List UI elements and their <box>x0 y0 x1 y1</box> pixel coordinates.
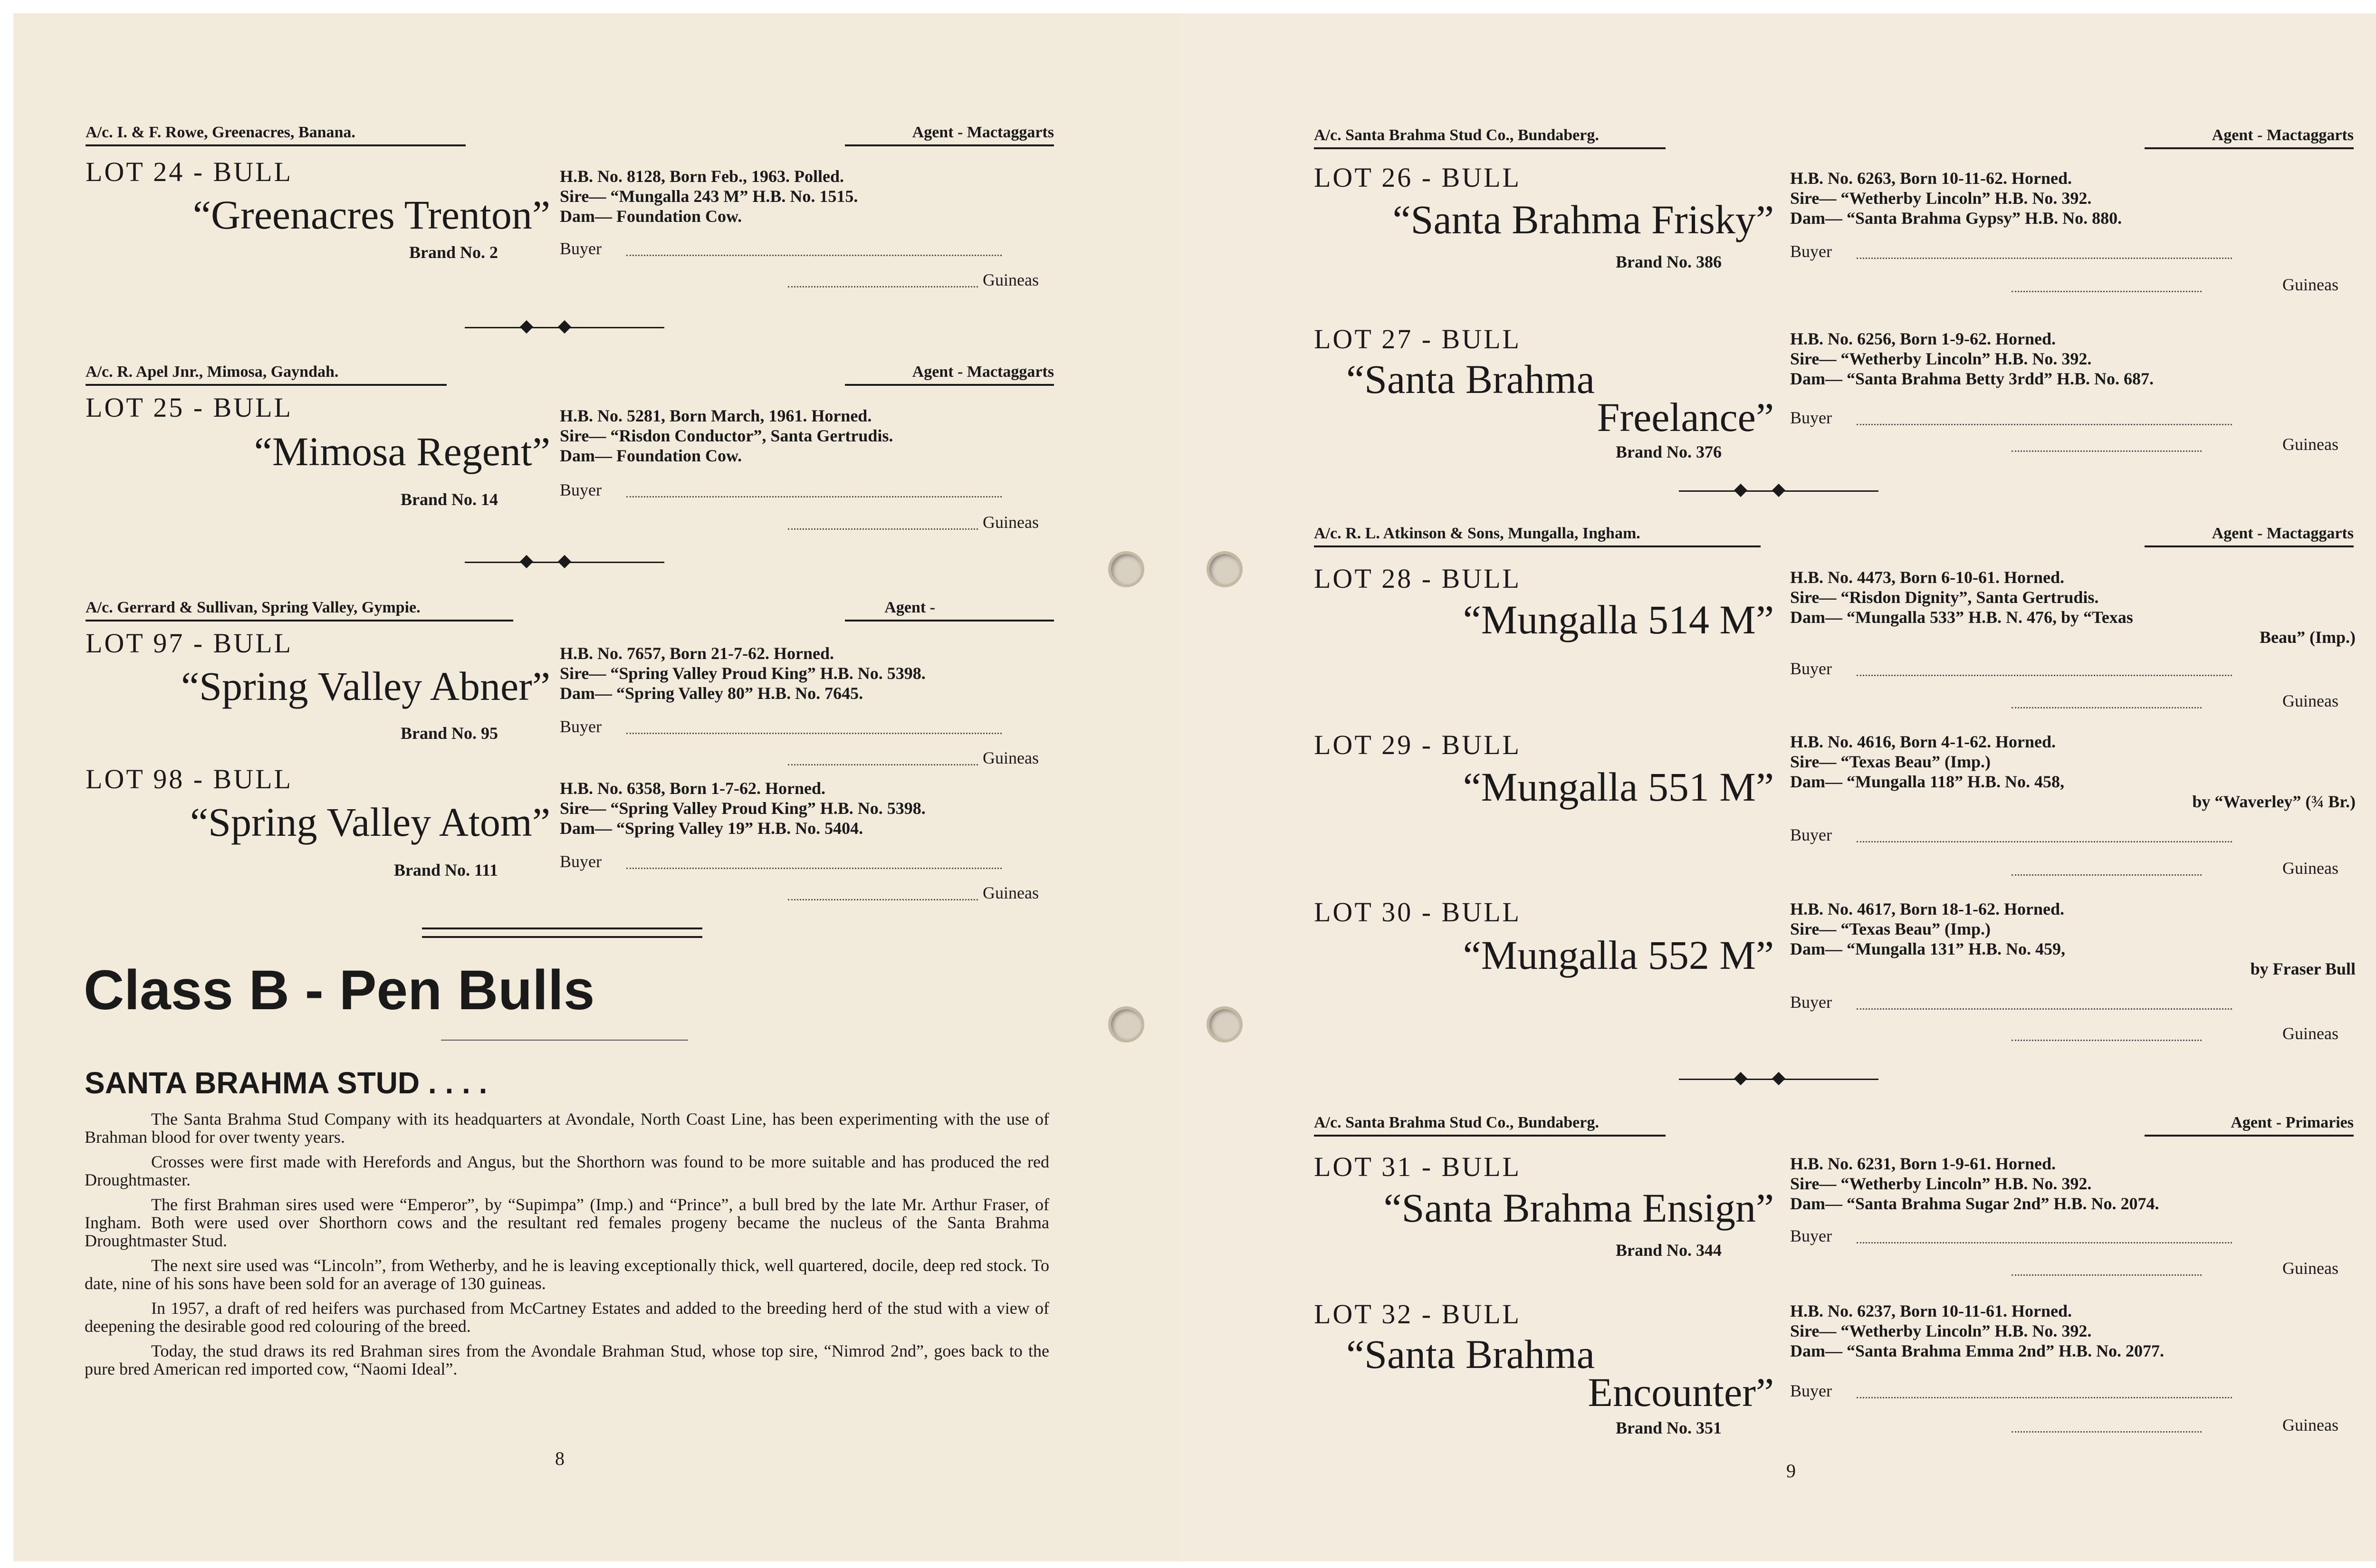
bull-name-line1: “Santa Brahma <box>1346 356 1595 402</box>
details-line: H.B. No. 8128, Born Feb., 1963. Polled. <box>560 167 844 186</box>
buyer-line <box>1857 1008 2232 1010</box>
details-line: H.B. No. 6237, Born 10-11-61. Horned. <box>1790 1301 2072 1320</box>
agent-underline <box>2145 545 2354 547</box>
account-header: A/c. R. L. Atkinson & Sons, Mungalla, Ingham. <box>1314 525 1640 542</box>
brand-number: Brand No. 344 <box>1615 1241 1722 1260</box>
agent-label: Agent - <box>884 599 935 616</box>
lot-number: LOT 26 - BULL <box>1314 162 1521 193</box>
paragraph: The first Brahman sires used were “Emperor”, by “Supimpa” (Imp.) and “Prince”, a bull bred by the late Mr. Arthur Fraser, of Ingham. Both were used over Shorthorn cows and the resultant red females progeny became the nucleus of the Santa Brahma Droughtmaster Stud. <box>85 1195 1049 1250</box>
stud-heading: SANTA BRAHMA STUD . . . . <box>85 1066 488 1100</box>
lot-details <box>560 406 893 466</box>
buyer-line <box>1857 841 2232 842</box>
left-page <box>13 13 1180 1561</box>
guineas-line <box>2012 291 2202 292</box>
account-header: A/c. Santa Brahma Stud Co., Bundaberg. <box>1314 126 1599 144</box>
lot-number: LOT 30 - BULL <box>1314 897 1521 927</box>
guineas-label: Guineas <box>983 513 1039 532</box>
buyer-label: Buyer <box>1790 825 1832 844</box>
guineas-line <box>2012 1431 2202 1433</box>
account-underline <box>86 620 513 621</box>
details-line: Sire— “Texas Beau” (Imp.) <box>1790 919 1991 938</box>
guineas-label: Guineas <box>2282 1024 2338 1043</box>
paragraph: In 1957, a draft of red heifers was purchased from McCartney Estates and added to the breeding herd of the stud with a view of deepening the desirable good red colouring of the breed. <box>85 1299 1049 1336</box>
section-ornament <box>1679 484 1878 498</box>
agent-underline <box>2145 147 2354 149</box>
guineas-line <box>2012 1040 2202 1041</box>
details-line: Dam— “Spring Valley 19” H.B. No. 5404. <box>560 819 863 838</box>
details-line: Sire— “Spring Valley Proud King” H.B. No. 5398. <box>560 799 926 818</box>
details-line: Dam— “Mungalla 118” H.B. No. 458, <box>1790 772 2065 791</box>
buyer-line <box>1857 258 2232 259</box>
guineas-line <box>788 764 978 765</box>
details-line: by Fraser Bull <box>2250 959 2356 978</box>
lot-details <box>1790 1301 2164 1361</box>
buyer-line <box>1857 424 2232 425</box>
buyer-line <box>626 255 1002 256</box>
lot-number: LOT 98 - BULL <box>86 764 293 794</box>
agent-underline <box>845 620 1054 621</box>
buyer-line <box>1857 1397 2232 1398</box>
guineas-line <box>2012 450 2202 452</box>
double-rule-divider <box>422 927 702 938</box>
lot-details <box>1790 899 2356 979</box>
agent-label: Agent - Mactaggarts <box>912 363 1054 381</box>
bull-name-line2: Encounter” <box>1588 1369 1774 1415</box>
details-line: H.B. No. 4616, Born 4-1-62. Horned. <box>1790 732 2056 751</box>
guineas-line <box>788 286 978 287</box>
binding-hole <box>1207 1006 1243 1042</box>
lot-number: LOT 28 - BULL <box>1314 563 1521 594</box>
heading-rule <box>441 1040 688 1041</box>
account-underline <box>1314 545 1761 547</box>
details-line: H.B. No. 4617, Born 18-1-62. Horned. <box>1790 899 2065 918</box>
lot-number: LOT 31 - BULL <box>1314 1151 1521 1182</box>
guineas-line <box>2012 874 2202 876</box>
agent-underline <box>845 384 1054 386</box>
bull-name: “Mungalla 552 M” <box>1463 932 1774 978</box>
lot-details <box>560 778 926 838</box>
details-line: Dam— “Santa Brahma Gypsy” H.B. No. 880. <box>1790 209 2122 228</box>
lot-details <box>1790 732 2356 812</box>
details-line: H.B. No. 6231, Born 1-9-61. Horned. <box>1790 1154 2056 1173</box>
details-line: Sire— “Texas Beau” (Imp.) <box>1790 752 1991 771</box>
details-line: Sire— “Wetherby Lincoln” H.B. No. 392. <box>1790 189 2092 208</box>
section-ornament <box>465 555 664 569</box>
bull-name: “Santa Brahma Frisky” <box>1392 197 1774 242</box>
section-ornament <box>465 320 664 335</box>
buyer-label: Buyer <box>1790 242 1832 261</box>
details-line: Dam— “Mungalla 131” H.B. No. 459, <box>1790 939 2066 958</box>
stud-description <box>85 1110 1049 1385</box>
page-number: 9 <box>1786 1460 1796 1482</box>
agent-underline <box>845 144 1054 146</box>
guineas-label: Guineas <box>983 748 1039 767</box>
guineas-line <box>788 528 978 530</box>
details-line: Sire— “Risdon Conductor”, Santa Gertrudis. <box>560 426 893 445</box>
details-line: Dam— “Santa Brahma Emma 2nd” H.B. No. 2077. <box>1790 1341 2165 1360</box>
agent-label: Agent - Mactaggarts <box>2212 126 2354 144</box>
lot-number: LOT 24 - BULL <box>86 156 293 187</box>
paragraph: The next sire used was “Lincoln”, from Wetherby, and he is leaving exceptionally thick, well quartered, docile, deep red stock. To date, nine of his sons have been sold for an average of 130 guineas. <box>85 1256 1049 1293</box>
brand-number: Brand No. 2 <box>409 243 498 262</box>
bull-name: “Spring Valley Abner” <box>181 663 550 709</box>
buyer-label: Buyer <box>1790 1381 1832 1400</box>
details-line: Sire— “Mungalla 243 M” H.B. No. 1515. <box>560 187 858 206</box>
details-line: Dam— “Mungalla 533” H.B. N. 476, by “Texas <box>1790 608 2133 627</box>
paragraph: Crosses were first made with Herefords and Angus, but the Shorthorn was found to be more suitable and has produced the red Droughtmaster. <box>85 1152 1049 1189</box>
buyer-line <box>626 733 1002 734</box>
account-header: A/c. Gerrard & Sullivan, Spring Valley, Gympie. <box>86 599 421 616</box>
details-line: Dam— “Santa Brahma Sugar 2nd” H.B. No. 2074. <box>1790 1194 2159 1213</box>
guineas-line <box>2012 1274 2202 1276</box>
details-line: H.B. No. 6256, Born 1-9-62. Horned. <box>1790 329 2056 348</box>
brand-number: Brand No. 95 <box>400 724 498 743</box>
guineas-label: Guineas <box>2282 435 2338 454</box>
details-line: H.B. No. 7657, Born 21-7-62. Horned. <box>560 644 834 663</box>
paragraph: Today, the stud draws its red Brahman sires from the Avondale Brahman Stud, whose top sire, “Nimrod 2nd”, goes back to the pure bred American red imported cow, “Naomi Ideal”. <box>85 1341 1049 1378</box>
guineas-label: Guineas <box>2282 275 2338 294</box>
details-line: Beau” (Imp.) <box>2259 628 2356 647</box>
guineas-label: Guineas <box>2282 859 2338 878</box>
guineas-line <box>2012 707 2202 708</box>
lot-number: LOT 27 - BULL <box>1314 324 1521 354</box>
agent-label: Agent - Mactaggarts <box>912 124 1054 141</box>
details-line: Dam— Foundation Cow. <box>560 446 742 465</box>
right-page <box>1180 13 2376 1561</box>
details-line: Dam— Foundation Cow. <box>560 207 742 226</box>
bull-name: “Mungalla 551 M” <box>1463 764 1774 810</box>
details-line: by “Waverley” (¾ Br.) <box>2192 792 2356 811</box>
binding-hole <box>1108 1006 1144 1042</box>
account-underline <box>86 384 447 386</box>
binding-hole <box>1207 551 1243 587</box>
buyer-line <box>1857 675 2232 676</box>
bull-name: “Mimosa Regent” <box>254 429 550 474</box>
bull-name: “Spring Valley Atom” <box>190 799 550 845</box>
lot-number: LOT 25 - BULL <box>86 392 293 423</box>
details-line: Sire— “Wetherby Lincoln” H.B. No. 392. <box>1790 1321 2092 1340</box>
buyer-label: Buyer <box>560 852 602 871</box>
lot-details <box>560 643 926 703</box>
agent-underline <box>2145 1135 2354 1137</box>
buyer-label: Buyer <box>1790 659 1832 678</box>
account-underline <box>86 144 466 146</box>
account-header: A/c. I. & F. Rowe, Greenacres, Banana. <box>86 124 355 141</box>
binding-hole <box>1108 551 1144 587</box>
account-underline <box>1314 147 1666 149</box>
lot-details <box>1790 168 2122 228</box>
buyer-label: Buyer <box>1790 408 1832 427</box>
details-line: Sire— “Wetherby Lincoln” H.B. No. 392. <box>1790 1174 2092 1193</box>
guineas-line <box>788 899 978 900</box>
class-heading: Class B - Pen Bulls <box>84 959 595 1022</box>
details-line: H.B. No. 6263, Born 10-11-62. Horned. <box>1790 169 2072 188</box>
details-line: H.B. No. 6358, Born 1-7-62. Horned. <box>560 779 826 798</box>
buyer-label: Buyer <box>1790 1226 1832 1245</box>
lot-details <box>1790 329 2154 389</box>
brand-number: Brand No. 376 <box>1615 442 1722 461</box>
account-underline <box>1314 1135 1666 1137</box>
agent-label: Agent - Mactaggarts <box>2212 525 2354 542</box>
page-number: 8 <box>555 1448 565 1469</box>
buyer-line <box>626 868 1002 869</box>
details-line: Sire— “Spring Valley Proud King” H.B. No. 5398. <box>560 664 926 683</box>
bull-name-line1: “Santa Brahma <box>1346 1331 1595 1377</box>
details-line: H.B. No. 5281, Born March, 1961. Horned. <box>560 406 872 425</box>
lot-details <box>1790 567 2356 647</box>
buyer-label: Buyer <box>560 480 602 499</box>
lot-number: LOT 32 - BULL <box>1314 1299 1521 1329</box>
bull-name: “Santa Brahma Ensign” <box>1383 1185 1774 1231</box>
brand-number: Brand No. 351 <box>1615 1418 1722 1437</box>
lot-details <box>1790 1154 2159 1214</box>
guineas-label: Guineas <box>2282 1259 2338 1278</box>
section-ornament <box>1679 1072 1878 1086</box>
buyer-label: Buyer <box>1790 993 1832 1012</box>
brand-number: Brand No. 386 <box>1615 252 1722 271</box>
details-line: Dam— “Santa Brahma Betty 3rdd” H.B. No. 687. <box>1790 369 2154 388</box>
guineas-label: Guineas <box>983 883 1039 902</box>
lot-details <box>560 166 858 226</box>
buyer-line <box>626 496 1002 497</box>
details-line: Dam— “Spring Valley 80” H.B. No. 7645. <box>560 684 863 703</box>
details-line: H.B. No. 4473, Born 6-10-61. Horned. <box>1790 568 2065 587</box>
bull-name: “Greenacres Trenton” <box>192 192 550 238</box>
details-line: Sire— “Risdon Dignity”, Santa Gertrudis. <box>1790 588 2099 607</box>
paragraph: The Santa Brahma Stud Company with its headquarters at Avondale, North Coast Line, has been experimenting with the use of Brahman blood for over twenty years. <box>85 1109 1049 1147</box>
buyer-line <box>1857 1242 2232 1243</box>
bull-name-line2: Freelance” <box>1597 394 1774 440</box>
buyer-label: Buyer <box>560 717 602 736</box>
agent-label: Agent - Primaries <box>2231 1114 2354 1131</box>
buyer-label: Buyer <box>560 239 602 258</box>
account-header: A/c. R. Apel Jnr., Mimosa, Gayndah. <box>86 363 339 381</box>
guineas-label: Guineas <box>2282 1415 2338 1434</box>
details-line: Sire— “Wetherby Lincoln” H.B. No. 392. <box>1790 349 2092 368</box>
lot-number: LOT 29 - BULL <box>1314 729 1521 760</box>
guineas-label: Guineas <box>983 270 1039 289</box>
brand-number: Brand No. 111 <box>393 860 498 880</box>
brand-number: Brand No. 14 <box>400 490 498 509</box>
account-header: A/c. Santa Brahma Stud Co., Bundaberg. <box>1314 1114 1599 1131</box>
bull-name: “Mungalla 514 M” <box>1463 597 1774 642</box>
guineas-label: Guineas <box>2282 691 2338 710</box>
lot-number: LOT 97 - BULL <box>86 628 293 659</box>
